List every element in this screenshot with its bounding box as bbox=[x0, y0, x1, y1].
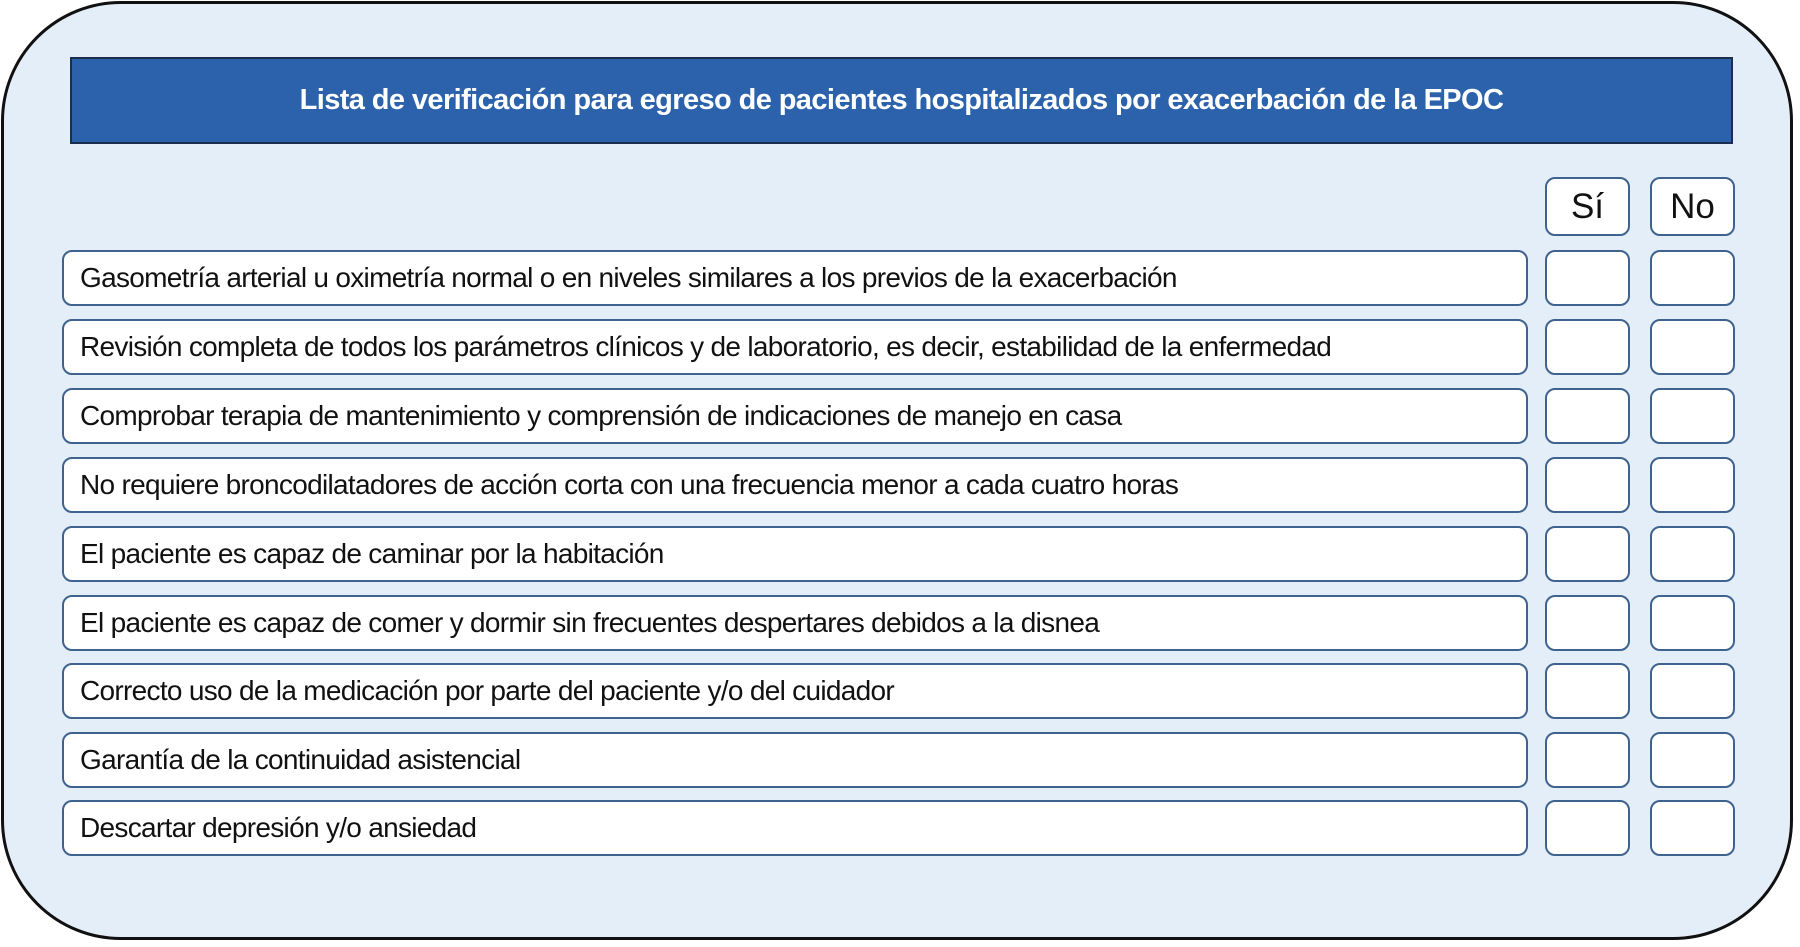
checkbox-yes[interactable] bbox=[1545, 595, 1630, 651]
checklist-row bbox=[0, 732, 1800, 788]
checkbox-no[interactable] bbox=[1650, 319, 1735, 375]
checkbox-no[interactable] bbox=[1650, 388, 1735, 444]
checkbox-yes[interactable] bbox=[1545, 663, 1630, 719]
checkbox-yes[interactable] bbox=[1545, 732, 1630, 788]
checklist-item-label: Correcto uso de la medicación por parte del paciente y/o del cuidador bbox=[62, 663, 1528, 719]
checkbox-no[interactable] bbox=[1650, 250, 1735, 306]
checklist-row bbox=[0, 319, 1800, 375]
checklist-row bbox=[0, 250, 1800, 306]
checklist-item-label: Garantía de la continuidad asistencial bbox=[62, 732, 1528, 788]
checklist-row bbox=[0, 800, 1800, 856]
checklist-row bbox=[0, 457, 1800, 513]
checklist-title: Lista de verificación para egreso de pacientes hospitalizados por exacerbación de la EPOC bbox=[70, 57, 1733, 144]
checkbox-yes[interactable] bbox=[1545, 526, 1630, 582]
checklist-item-label: El paciente es capaz de caminar por la habitación bbox=[62, 526, 1528, 582]
checklist-row bbox=[0, 663, 1800, 719]
checklist-row bbox=[0, 526, 1800, 582]
checklist-item-label: Gasometría arterial u oximetría normal o en niveles similares a los previos de la exacerbación bbox=[62, 250, 1528, 306]
checklist-item-label: Comprobar terapia de mantenimiento y comprensión de indicaciones de manejo en casa bbox=[62, 388, 1528, 444]
checklist-row bbox=[0, 388, 1800, 444]
checkbox-no[interactable] bbox=[1650, 457, 1735, 513]
checklist-item-label: Revisión completa de todos los parámetros clínicos y de laboratorio, es decir, estabilidad de la enfermedad bbox=[62, 319, 1528, 375]
column-header-yes: Sí bbox=[1545, 177, 1630, 236]
checklist-row bbox=[0, 595, 1800, 651]
checkbox-no[interactable] bbox=[1650, 595, 1735, 651]
checkbox-yes[interactable] bbox=[1545, 800, 1630, 856]
checkbox-yes[interactable] bbox=[1545, 457, 1630, 513]
checkbox-no[interactable] bbox=[1650, 732, 1735, 788]
checklist-item-label: El paciente es capaz de comer y dormir sin frecuentes despertares debidos a la disnea bbox=[62, 595, 1528, 651]
column-header-no: No bbox=[1650, 177, 1735, 236]
checklist-item-label: Descartar depresión y/o ansiedad bbox=[62, 800, 1528, 856]
checklist-item-label: No requiere broncodilatadores de acción corta con una frecuencia menor a cada cuatro horas bbox=[62, 457, 1528, 513]
checkbox-yes[interactable] bbox=[1545, 319, 1630, 375]
checkbox-no[interactable] bbox=[1650, 663, 1735, 719]
checkbox-yes[interactable] bbox=[1545, 388, 1630, 444]
checkbox-no[interactable] bbox=[1650, 526, 1735, 582]
checkbox-yes[interactable] bbox=[1545, 250, 1630, 306]
checkbox-no[interactable] bbox=[1650, 800, 1735, 856]
